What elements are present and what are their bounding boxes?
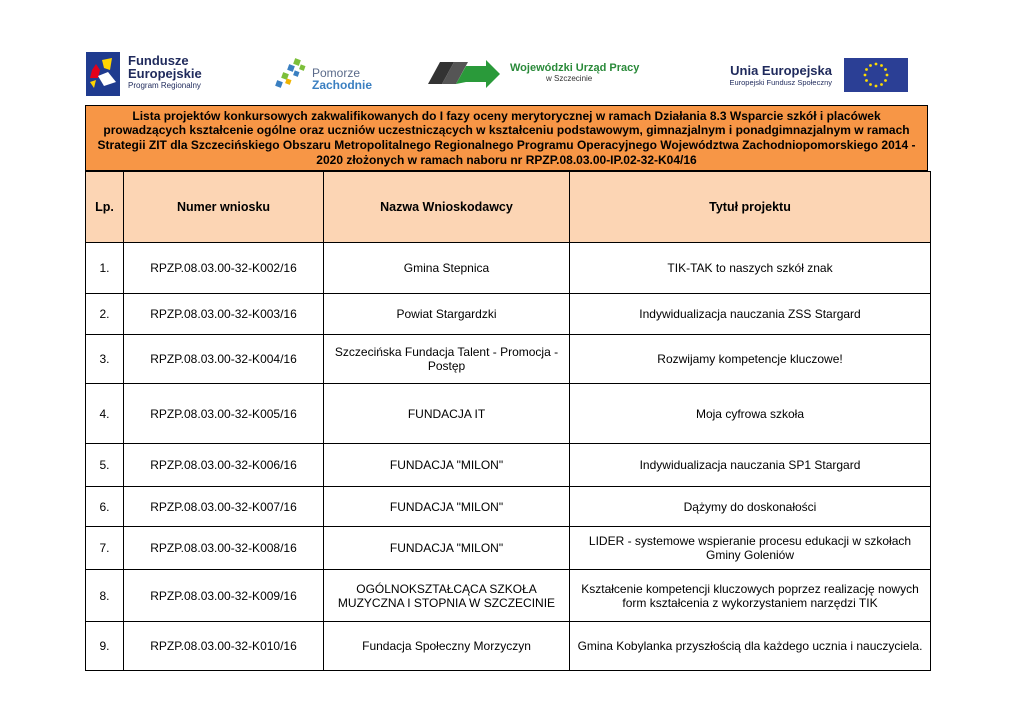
table-row bbox=[86, 335, 931, 384]
table-row bbox=[86, 570, 931, 622]
cell-title: Indywidualizacja nauczania ZSS Stargard bbox=[570, 294, 931, 335]
table-row bbox=[86, 444, 931, 487]
cell-lp: 6. bbox=[86, 487, 124, 527]
cell-applicant: Powiat Stargardzki bbox=[324, 294, 570, 335]
unia-europejska-logo bbox=[700, 58, 910, 94]
cell-title: Dążymy do doskonałości bbox=[570, 487, 931, 527]
fundusze-logo-line2: Europejskie bbox=[128, 66, 202, 81]
cell-applicant: FUNDACJA "MILON" bbox=[324, 444, 570, 487]
cell-number: RPZP.08.03.00-32-K006/16 bbox=[124, 444, 324, 487]
cell-applicant: FUNDACJA IT bbox=[324, 384, 570, 444]
ue-logo-line1: Unia Europejska bbox=[730, 63, 832, 78]
wup-logo bbox=[426, 58, 656, 92]
eu-flag-icon bbox=[844, 58, 908, 92]
table-row bbox=[86, 622, 931, 671]
column-header-lp: Lp. bbox=[86, 172, 124, 243]
cell-applicant: Gmina Stepnica bbox=[324, 243, 570, 294]
document-title: Lista projektów konkursowych zakwalifikowanych do I fazy oceny merytorycznej w ramach Działania 8.3 Wsparcie szkół i placówek prowadzących kształcenie ogólne oraz uczniów uczestniczących w kształceniu podstawowym, gimnazjalnym i ponadgimnazjalnym w ramach Strategii ZIT dla Szczecińskiego Obszaru Metropolitalnego Regionalnego Programu Operacyjnego Województwa Zachodniopomorskiego 2014 - 2020 złożonych w ramach naboru nr RPZP.08.03.00-IP.02-32-K04/16 bbox=[85, 105, 928, 171]
cell-title: LIDER - systemowe wspieranie procesu edukacji w szkołach Gminy Goleniów bbox=[570, 527, 931, 570]
cell-title: Rozwijamy kompetencje kluczowe! bbox=[570, 335, 931, 384]
cell-lp: 2. bbox=[86, 294, 124, 335]
fundusze-europejskie-logo bbox=[86, 52, 246, 98]
wup-logo-line1: Wojewódzki Urząd Pracy bbox=[510, 62, 640, 74]
cell-lp: 5. bbox=[86, 444, 124, 487]
pomorze-logo-line2: Zachodnie bbox=[312, 78, 373, 92]
table-row bbox=[86, 487, 931, 527]
cell-applicant: FUNDACJA "MILON" bbox=[324, 527, 570, 570]
cell-number: RPZP.08.03.00-32-K002/16 bbox=[124, 243, 324, 294]
cell-applicant: OGÓLNOKSZTAŁCĄCA SZKOŁA MUZYCZNA I STOPNIA W SZCZECINIE bbox=[324, 570, 570, 622]
ue-logo-line2: Europejski Fundusz Społeczny bbox=[729, 78, 832, 87]
cell-applicant: FUNDACJA "MILON" bbox=[324, 487, 570, 527]
table-header-row bbox=[86, 172, 931, 243]
column-header-applicant: Nazwa Wnioskodawcy bbox=[324, 172, 570, 243]
cell-title: Gmina Kobylanka przyszłością dla każdego ucznia i nauczyciela. bbox=[570, 622, 931, 671]
cell-number: RPZP.08.03.00-32-K005/16 bbox=[124, 384, 324, 444]
cell-number: RPZP.08.03.00-32-K008/16 bbox=[124, 527, 324, 570]
cell-number: RPZP.08.03.00-32-K007/16 bbox=[124, 487, 324, 527]
cell-lp: 8. bbox=[86, 570, 124, 622]
cell-lp: 4. bbox=[86, 384, 124, 444]
cell-applicant: Fundacja Społeczny Morzyczyn bbox=[324, 622, 570, 671]
table-row bbox=[86, 384, 931, 444]
table-row bbox=[86, 527, 931, 570]
projects-table bbox=[85, 171, 931, 671]
cell-number: RPZP.08.03.00-32-K003/16 bbox=[124, 294, 324, 335]
wup-logo-line2: w Szczecinie bbox=[546, 74, 593, 83]
fundusze-logo-line1: Fundusze bbox=[128, 53, 189, 68]
cell-lp: 7. bbox=[86, 527, 124, 570]
logo-bar bbox=[0, 0, 1024, 105]
cell-lp: 3. bbox=[86, 335, 124, 384]
wup-emblem-icon bbox=[426, 58, 502, 90]
cell-applicant: Szczecińska Fundacja Talent - Promocja - Postęp bbox=[324, 335, 570, 384]
cell-lp: 9. bbox=[86, 622, 124, 671]
cell-number: RPZP.08.03.00-32-K009/16 bbox=[124, 570, 324, 622]
cell-title: TIK-TAK to naszych szkół znak bbox=[570, 243, 931, 294]
cell-lp: 1. bbox=[86, 243, 124, 294]
fundusze-logo-line3: Program Regionalny bbox=[128, 81, 201, 90]
table-row bbox=[86, 243, 931, 294]
cell-title: Indywidualizacja nauczania SP1 Stargard bbox=[570, 444, 931, 487]
cell-number: RPZP.08.03.00-32-K004/16 bbox=[124, 335, 324, 384]
table-row bbox=[86, 294, 931, 335]
cell-title: Kształcenie kompetencji kluczowych poprzez realizację nowych form kształcenia z wykorzystaniem narzędzi TIK bbox=[570, 570, 931, 622]
fundusze-europejskie-emblem-icon bbox=[86, 52, 124, 96]
pomorze-emblem-icon bbox=[272, 55, 310, 93]
column-header-number: Numer wniosku bbox=[124, 172, 324, 243]
cell-title: Moja cyfrowa szkoła bbox=[570, 384, 931, 444]
cell-number: RPZP.08.03.00-32-K010/16 bbox=[124, 622, 324, 671]
pomorze-zachodnie-logo bbox=[272, 55, 392, 95]
column-header-title: Tytuł projektu bbox=[570, 172, 931, 243]
pomorze-logo-line1: Pomorze bbox=[312, 66, 361, 80]
